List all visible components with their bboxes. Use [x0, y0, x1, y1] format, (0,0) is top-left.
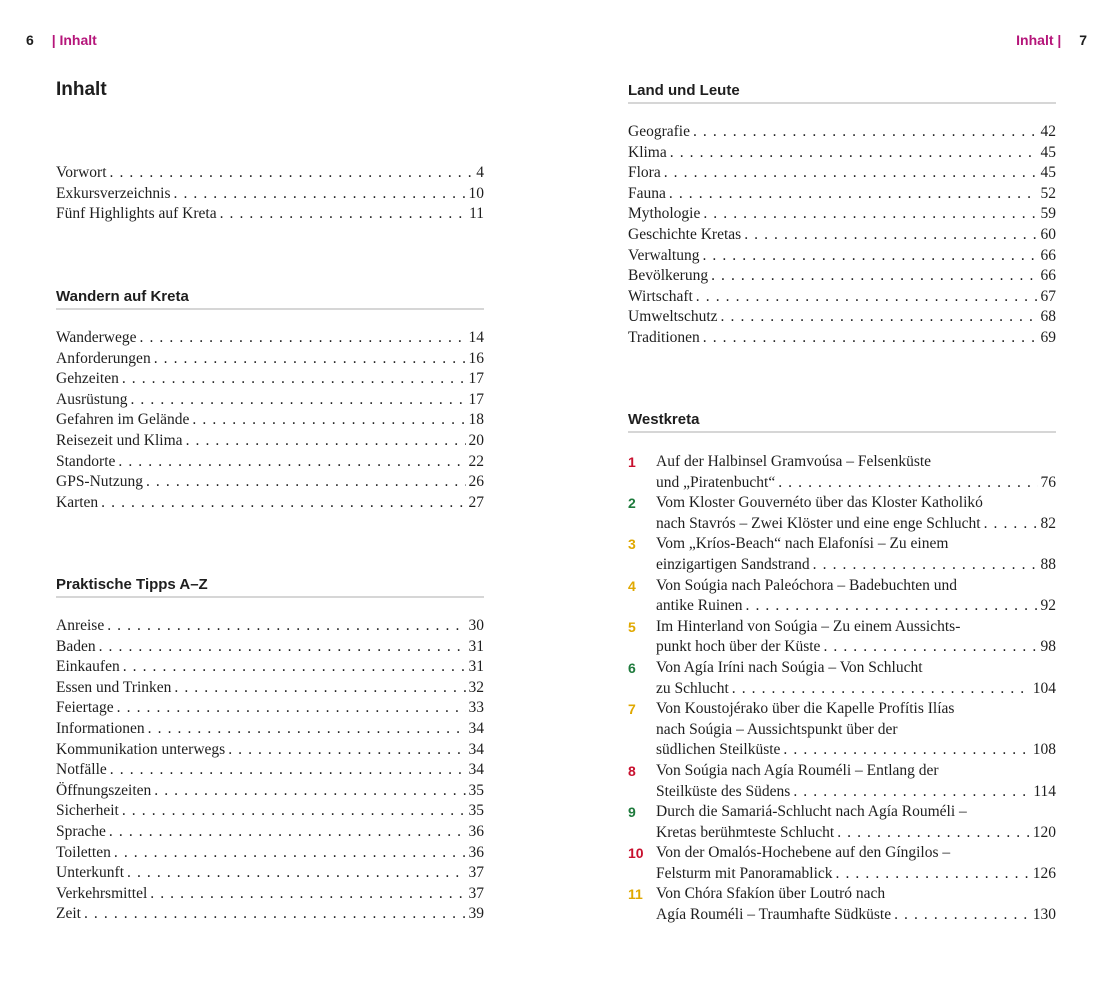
toc-entry-page: 36: [468, 822, 484, 840]
toc-entry-page: 18: [468, 411, 484, 429]
route-last-line: [656, 740, 1056, 761]
toc-entry: [56, 204, 484, 225]
toc-entry-page: 30: [468, 617, 484, 634]
dot-leader: [894, 905, 1030, 926]
route-entry: [628, 802, 1056, 843]
route-number: 6: [628, 659, 636, 676]
route-title-line: Im Hinterland von Soúgia – Zu einem Aussichts-: [656, 617, 961, 635]
toc-entry-label: Wanderwege: [56, 329, 137, 346]
dot-leader: [702, 246, 1037, 267]
toc-entry-page: 52: [1040, 184, 1056, 202]
toc-entry-page: 45: [1040, 164, 1056, 182]
dot-leader: [154, 349, 466, 370]
toc-entry-page: 17: [468, 390, 484, 408]
dot-leader: [107, 616, 465, 637]
toc-entry-label: Verkehrsmittel: [56, 884, 148, 902]
route-entry: [628, 658, 1056, 699]
route-page: 104: [1032, 679, 1056, 697]
dot-leader: [220, 204, 466, 225]
toc-entry: [56, 390, 484, 411]
toc-entry-page: 39: [468, 905, 484, 923]
route-title-line: Vom „Kríos-Beach“ nach Elafonísi – Zu einem: [656, 535, 949, 553]
toc-entry: [56, 472, 484, 493]
route-title-line: nach Soúgia – Aussichtspunkt über der: [656, 720, 898, 738]
toc-entry-page: 17: [468, 370, 484, 388]
toc-entry: [628, 246, 1056, 267]
route-title-line: Von Chóra Sfakíon über Loutró nach: [656, 885, 886, 903]
toc-entry-label: Ausrüstung: [56, 390, 128, 408]
land-list: [628, 122, 1056, 349]
toc-entry-label: Umweltschutz: [628, 308, 718, 326]
dot-leader: [746, 596, 1038, 617]
left-page-number: 6: [26, 32, 34, 48]
route-last-line: [656, 782, 1056, 803]
toc-entry-label: Verwaltung: [628, 246, 700, 264]
toc-entry-label: Flora: [628, 164, 661, 182]
toc-entry-label: Reisezeit und Klima: [56, 431, 183, 449]
dot-leader: [703, 204, 1037, 225]
toc-entry-page: 10: [468, 184, 484, 202]
toc-entry-label: Geschichte Kretas: [628, 225, 742, 243]
route-entry: [628, 761, 1056, 802]
route-page: 92: [1040, 597, 1056, 615]
dot-leader: [670, 143, 1038, 164]
route-number: 11: [628, 886, 643, 903]
toc-entry: [56, 678, 484, 699]
toc-entry-page: 60: [1040, 225, 1056, 243]
route-entry: [628, 884, 1056, 925]
dot-leader: [693, 122, 1038, 143]
left-column: [56, 79, 484, 939]
toc-entry-page: 36: [468, 843, 484, 861]
toc-entry: [56, 657, 484, 678]
route-last-line: [656, 473, 1056, 494]
right-page-number: 7: [1079, 32, 1087, 48]
toc-entry: [628, 122, 1056, 143]
toc-entry-label: Standorte: [56, 452, 116, 470]
toc-entry-label: Vorwort: [56, 164, 107, 181]
dot-leader: [99, 637, 466, 658]
page-title: Inhalt: [56, 79, 107, 100]
route-entry: [628, 617, 1056, 658]
dot-leader: [711, 266, 1037, 287]
toc-entry-label: Anreise: [56, 617, 105, 634]
dot-leader: [732, 679, 1030, 700]
route-page: 114: [1033, 782, 1056, 800]
toc-entry: [56, 863, 484, 884]
toc-entry: [628, 307, 1056, 328]
toc-entry: [56, 616, 484, 637]
toc-entry: [56, 719, 484, 740]
route-title-end: punkt hoch über der Küste: [656, 638, 821, 656]
route-title-line: Von Soúgia nach Agía Rouméli – Entlang der: [656, 761, 939, 779]
dot-leader: [150, 884, 465, 905]
route-title-line: Auf der Halbinsel Gramvoúsa – Felsenküste: [656, 453, 932, 470]
dot-leader: [778, 473, 1037, 494]
toc-entry-page: 59: [1040, 205, 1056, 223]
toc-entry: [56, 801, 484, 822]
toc-entry-page: 33: [468, 699, 484, 717]
route-number: 3: [628, 536, 636, 553]
route-entry: [628, 576, 1056, 617]
toc-entry-page: 32: [468, 678, 484, 696]
dot-leader: [793, 782, 1030, 803]
route-number: 8: [628, 762, 636, 779]
toc-entry-label: Zeit: [56, 905, 81, 923]
toc-entry: [56, 698, 484, 719]
route-title-line: Durch die Samariá-Schlucht nach Agía Rouméli –: [656, 803, 967, 821]
dot-leader: [109, 822, 466, 843]
route-title-line: Von Soúgia nach Paleóchora – Badebuchten und: [656, 576, 958, 594]
route-entry: [628, 699, 1056, 761]
route-entry: [628, 493, 1056, 534]
dot-leader: [664, 163, 1038, 184]
toc-entry-label: Geografie: [628, 123, 690, 140]
toc-entry: [56, 822, 484, 843]
route-page: 76: [1040, 473, 1056, 491]
route-page: 82: [1040, 514, 1056, 532]
toc-entry-page: 20: [468, 431, 484, 449]
route-title-line: Von der Omalós-Hochebene auf den Gíngilos –: [656, 844, 951, 862]
left-section-label: | Inhalt: [51, 32, 97, 48]
dot-leader: [836, 864, 1030, 885]
toc-entry: [56, 452, 484, 473]
route-page: 108: [1032, 741, 1056, 759]
route-title-end: zu Schlucht: [656, 679, 729, 697]
route-title-end: Kretas berühmteste Schlucht: [656, 823, 835, 841]
toc-entry-label: Fauna: [628, 184, 666, 202]
toc-entry-label: Exkursverzeichnis: [56, 184, 171, 202]
route-title-end: nach Stavrós – Zwei Klöster und eine enge Schlucht: [656, 514, 981, 532]
route-title-line: Vom Kloster Gouvernéto über das Kloster Katholikó: [656, 494, 983, 512]
route-title-end: südlichen Steilküste: [656, 741, 781, 759]
toc-entry-label: Traditionen: [628, 328, 700, 346]
route-title-end: einzigartigen Sandstrand: [656, 555, 810, 573]
toc-entry: [628, 204, 1056, 225]
toc-entry-label: Essen und Trinken: [56, 678, 172, 696]
toc-entry-label: Öffnungszeiten: [56, 781, 152, 799]
left-running-header: [26, 32, 97, 48]
route-entry: [628, 534, 1056, 575]
route-page: 88: [1040, 555, 1056, 573]
toc-entry-page: 66: [1040, 267, 1056, 285]
route-last-line: [656, 823, 1056, 844]
route-title-line: Von Koustojérako über die Kapelle Profítis Ilías: [656, 700, 955, 718]
toc-entry-page: 67: [1040, 287, 1056, 305]
dot-leader: [146, 472, 466, 493]
route-number: 7: [628, 701, 636, 718]
toc-entry: [56, 184, 484, 205]
toc-entry-page: 31: [468, 658, 484, 676]
toc-entry: [56, 637, 484, 658]
route-title-end: und „Piratenbucht“: [656, 473, 776, 491]
dot-leader: [813, 555, 1038, 576]
toc-entry-page: 37: [468, 864, 484, 882]
section-heading-tipps: Praktische Tipps A–Z: [56, 576, 484, 598]
route-page: 126: [1032, 864, 1056, 882]
dot-leader: [110, 760, 466, 781]
route-last-line: [656, 514, 1056, 535]
dot-leader: [140, 328, 466, 349]
toc-entry-page: 35: [468, 802, 484, 820]
intro-list: [56, 163, 484, 225]
toc-entry: [56, 369, 484, 390]
dot-leader: [823, 637, 1037, 658]
section-heading-land: Land und Leute: [628, 82, 1056, 104]
dot-leader: [114, 843, 466, 864]
toc-entry: [628, 266, 1056, 287]
toc-entry: [56, 904, 484, 925]
route-last-line: [656, 679, 1056, 700]
dot-leader: [122, 369, 466, 390]
toc-entry-page: 66: [1040, 246, 1056, 264]
toc-entry: [56, 431, 484, 452]
toc-entry-label: Kommunikation unterwegs: [56, 740, 226, 758]
toc-entry: [56, 328, 484, 349]
toc-entry: [628, 328, 1056, 349]
dot-leader: [84, 904, 466, 925]
dot-leader: [984, 514, 1038, 535]
toc-entry: [56, 410, 484, 431]
dot-leader: [696, 287, 1038, 308]
section-heading-wandern: Wandern auf Kreta: [56, 288, 484, 310]
toc-entry-page: 14: [468, 329, 484, 346]
toc-entry-page: 34: [468, 719, 484, 737]
toc-entry-page: 22: [468, 452, 484, 470]
toc-entry-page: 11: [469, 205, 484, 223]
toc-entry-page: 34: [468, 761, 484, 779]
toc-entry-label: Sicherheit: [56, 802, 119, 820]
toc-entry-page: 35: [468, 781, 484, 799]
route-last-line: [656, 864, 1056, 885]
dot-leader: [783, 740, 1029, 761]
toc-entry-label: Karten: [56, 493, 99, 511]
route-last-line: [656, 555, 1056, 576]
toc-entry-page: 34: [468, 740, 484, 758]
toc-entry-page: 31: [468, 637, 484, 655]
toc-entry: [628, 163, 1056, 184]
right-section-label: Inhalt |: [1016, 32, 1062, 48]
toc-entry: [628, 225, 1056, 246]
toc-entry-page: 68: [1040, 308, 1056, 326]
section-heading-west: Westkreta: [628, 411, 1056, 433]
route-number: 2: [628, 495, 636, 512]
route-page: 120: [1032, 823, 1056, 841]
dot-leader: [186, 431, 466, 452]
dot-leader: [117, 698, 466, 719]
dot-leader: [721, 307, 1038, 328]
route-title-end: Felsturm mit Panoramablick: [656, 864, 833, 882]
toc-entry: [628, 143, 1056, 164]
toc-entry-label: Gehzeiten: [56, 370, 119, 388]
toc-entry-label: Unterkunft: [56, 864, 125, 882]
toc-entry-label: Anforderungen: [56, 349, 151, 367]
toc-entry: [628, 287, 1056, 308]
dot-leader: [110, 163, 474, 184]
toc-entry-label: Toiletten: [56, 843, 111, 861]
wandern-list: [56, 328, 484, 513]
dot-leader: [127, 863, 465, 884]
toc-entry: [56, 884, 484, 905]
dot-leader: [122, 801, 466, 822]
toc-entry-page: 45: [1040, 143, 1056, 161]
route-last-line: [656, 905, 1056, 926]
toc-entry: [56, 493, 484, 514]
route-title-line: Von Agía Iríni nach Soúgia – Von Schlucht: [656, 658, 923, 676]
tipps-list: [56, 616, 484, 925]
dot-leader: [174, 678, 465, 699]
route-last-line: [656, 637, 1056, 658]
toc-entry: [628, 184, 1056, 205]
dot-leader: [744, 225, 1037, 246]
toc-entry-label: Fünf Highlights auf Kreta: [56, 205, 217, 223]
toc-entry-label: GPS-Nutzung: [56, 473, 143, 491]
toc-entry-page: 69: [1040, 328, 1056, 346]
toc-entry-label: Klima: [628, 143, 667, 161]
route-number: 10: [628, 845, 644, 862]
dot-leader: [228, 740, 465, 761]
toc-entry-page: 16: [468, 349, 484, 367]
dot-leader: [123, 657, 466, 678]
route-title-end: Steilküste des Südens: [656, 782, 791, 800]
toc-entry-label: Bevölkerung: [628, 267, 709, 285]
toc-entry-page: 42: [1040, 123, 1056, 140]
toc-entry: [56, 760, 484, 781]
route-title-end: antike Ruinen: [656, 597, 743, 615]
route-number: 1: [628, 454, 636, 470]
route-page: 98: [1040, 638, 1056, 656]
dot-leader: [148, 719, 466, 740]
toc-entry: [56, 740, 484, 761]
route-last-line: [656, 596, 1056, 617]
toc-entry-page: 27: [468, 493, 484, 511]
dot-leader: [118, 452, 465, 473]
toc-entry-label: Wirtschaft: [628, 287, 693, 305]
toc-entry: [56, 843, 484, 864]
dot-leader: [101, 493, 465, 514]
dot-leader: [669, 184, 1038, 205]
route-entry: [628, 843, 1056, 884]
toc-entry: [56, 349, 484, 370]
toc-entry-label: Gefahren im Gelände: [56, 411, 190, 429]
toc-entry-label: Mythologie: [628, 205, 701, 223]
route-number: 4: [628, 577, 636, 594]
dot-leader: [154, 781, 465, 802]
right-column: [628, 79, 1056, 939]
toc-entry-label: Einkaufen: [56, 658, 120, 676]
toc-entry-label: Notfälle: [56, 761, 107, 779]
route-number: 5: [628, 618, 636, 635]
route-number: 9: [628, 804, 636, 821]
toc-entry-page: 4: [476, 164, 484, 181]
toc-entry-label: Sprache: [56, 822, 106, 840]
dot-leader: [703, 328, 1038, 349]
route-page: 130: [1032, 906, 1056, 924]
toc-entry: [56, 781, 484, 802]
dot-leader: [192, 410, 465, 431]
toc-entry-label: Feiertage: [56, 699, 114, 717]
west-routes-list: [628, 452, 1056, 926]
route-title-end: Agía Rouméli – Traumhafte Südküste: [656, 906, 892, 924]
dot-leader: [837, 823, 1030, 844]
route-entry: [628, 452, 1056, 493]
dot-leader: [174, 184, 466, 205]
toc-entry: [56, 163, 484, 184]
toc-entry-label: Baden: [56, 637, 96, 655]
toc-entry-page: 26: [468, 473, 484, 491]
toc-entry-page: 37: [468, 884, 484, 902]
toc-entry-label: Informationen: [56, 719, 145, 737]
right-running-header: [1016, 32, 1087, 48]
dot-leader: [130, 390, 465, 411]
